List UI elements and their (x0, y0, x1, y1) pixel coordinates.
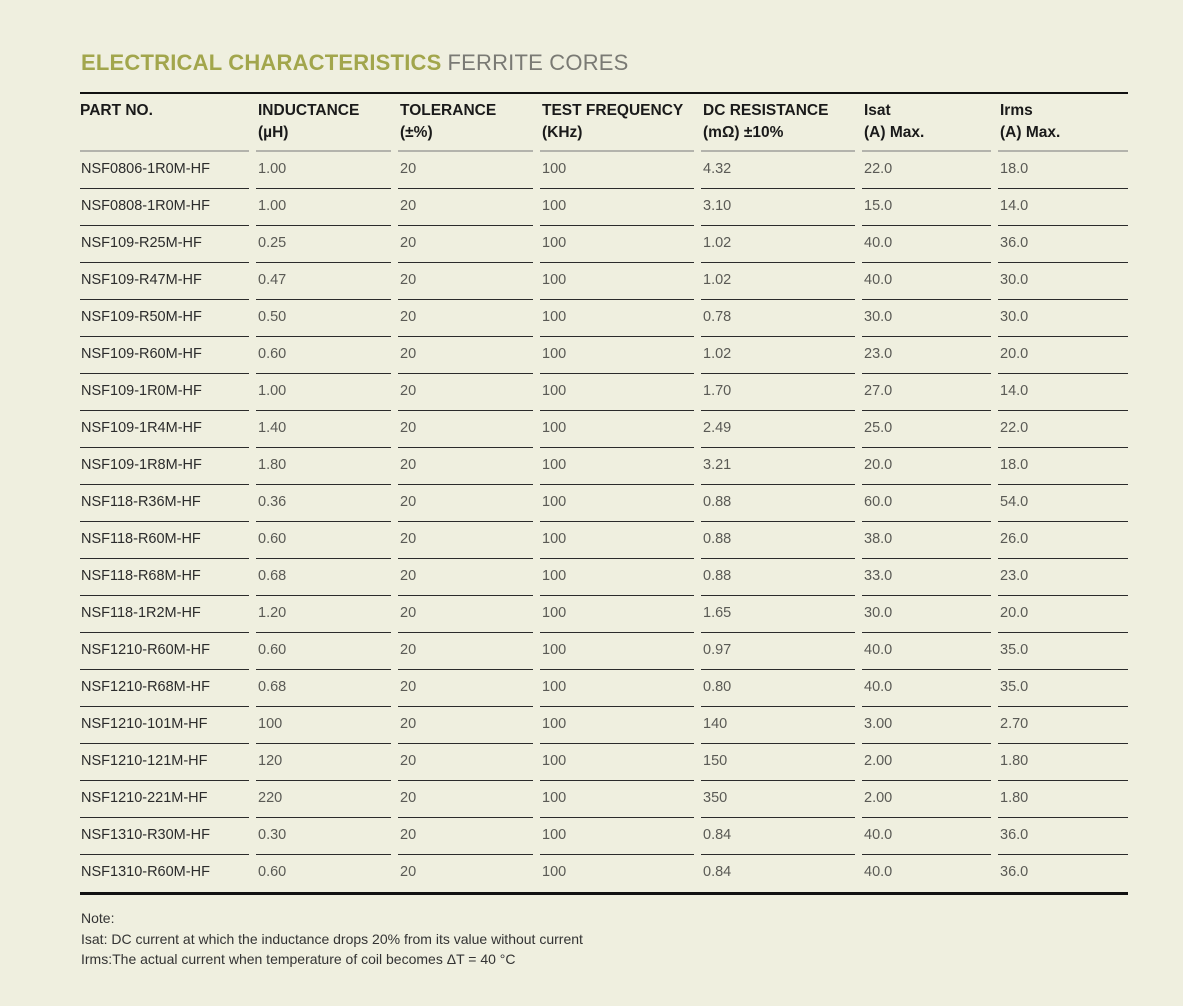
table-row (80, 744, 1128, 781)
table-row (80, 633, 1128, 670)
cell-isat: 40.0 (862, 670, 998, 707)
cell-irms: 22.0 (998, 411, 1128, 448)
cell-tolerance: 20 (398, 744, 540, 781)
cell-test-frequency: 100 (540, 300, 701, 337)
cell-isat: 22.0 (862, 152, 998, 189)
cell-test-frequency: 100 (540, 448, 701, 485)
cell-isat: 40.0 (862, 263, 998, 300)
header-part-no: PART NO. (80, 94, 256, 152)
cell-irms: 14.0 (998, 189, 1128, 226)
table-row (80, 818, 1128, 855)
page-title (81, 50, 629, 76)
cell-inductance: 0.60 (256, 337, 398, 374)
cell-part-no: NSF118-R60M-HF (80, 522, 256, 559)
cell-dc-resistance: 1.02 (701, 226, 862, 263)
cell-tolerance: 20 (398, 189, 540, 226)
cell-part-no: NSF1210-R68M-HF (80, 670, 256, 707)
cell-dc-resistance: 0.88 (701, 485, 862, 522)
header-inductance: INDUCTANCE (µH) (256, 94, 398, 152)
table-body (80, 152, 1128, 892)
cell-test-frequency: 100 (540, 263, 701, 300)
cell-inductance: 120 (256, 744, 398, 781)
cell-irms: 2.70 (998, 707, 1128, 744)
cell-tolerance: 20 (398, 522, 540, 559)
table-row (80, 152, 1128, 189)
cell-part-no: NSF0806-1R0M-HF (80, 152, 256, 189)
cell-test-frequency: 100 (540, 818, 701, 855)
cell-tolerance: 20 (398, 596, 540, 633)
cell-isat: 40.0 (862, 226, 998, 263)
cell-inductance: 0.47 (256, 263, 398, 300)
table-row (80, 485, 1128, 522)
cell-tolerance: 20 (400, 864, 417, 880)
cell-test-frequency: 100 (540, 596, 701, 633)
cell-irms: 18.0 (998, 152, 1128, 189)
cell-inductance: 1.20 (256, 596, 398, 633)
table-row (80, 596, 1128, 633)
cell-part-no: NSF1210-221M-HF (80, 781, 256, 818)
cell-inductance: 0.60 (256, 633, 398, 670)
table-row (80, 855, 1128, 892)
cell-irms: 20.0 (998, 596, 1128, 633)
cell-tolerance: 20 (398, 485, 540, 522)
cell-dc-resistance: 1.65 (701, 596, 862, 633)
cell-test-frequency: 100 (540, 781, 701, 818)
cell-isat: 30.0 (862, 300, 998, 337)
cell-isat: 30.0 (862, 596, 998, 633)
cell-isat: 40.0 (862, 633, 998, 670)
notes-heading: Note: (81, 910, 115, 926)
cell-isat: 20.0 (862, 448, 998, 485)
cell-isat: 2.00 (862, 781, 998, 818)
cell-irms: 30.0 (998, 263, 1128, 300)
cell-inductance: 0.50 (256, 300, 398, 337)
cell-dc-resistance: 0.78 (701, 300, 862, 337)
table-row (80, 226, 1128, 263)
cell-tolerance: 20 (398, 707, 540, 744)
cell-dc-resistance: 2.49 (701, 411, 862, 448)
cell-dc-resistance: 350 (701, 781, 862, 818)
cell-inductance: 0.60 (258, 864, 287, 880)
cell-irms: 14.0 (998, 374, 1128, 411)
cell-part-no: NSF1310-R60M-HF (81, 864, 210, 880)
cell-part-no: NSF109-R50M-HF (80, 300, 256, 337)
header-irms: Irms (A) Max. (998, 94, 1128, 152)
header-isat: Isat (A) Max. (862, 94, 998, 152)
cell-test-frequency: 100 (540, 559, 701, 596)
table-row (80, 670, 1128, 707)
cell-inductance: 1.00 (256, 374, 398, 411)
cell-part-no: NSF118-R68M-HF (80, 559, 256, 596)
header-tolerance: TOLERANCE (±%) (398, 94, 540, 152)
cell-part-no: NSF0808-1R0M-HF (80, 189, 256, 226)
cell-inductance: 100 (256, 707, 398, 744)
cell-part-no: NSF1310-R30M-HF (80, 818, 256, 855)
cell-part-no: NSF118-R36M-HF (80, 485, 256, 522)
cell-isat: 40.0 (864, 864, 893, 880)
table-row (80, 559, 1128, 596)
cell-tolerance: 20 (398, 337, 540, 374)
cell-part-no: NSF109-R47M-HF (80, 263, 256, 300)
title-main: ELECTRICAL CHARACTERISTICS (81, 50, 442, 75)
cell-tolerance: 20 (398, 670, 540, 707)
cell-test-frequency: 100 (540, 707, 701, 744)
electrical-characteristics-table (80, 92, 1128, 895)
cell-dc-resistance: 0.80 (701, 670, 862, 707)
cell-dc-resistance: 0.88 (701, 559, 862, 596)
cell-part-no: NSF118-1R2M-HF (80, 596, 256, 633)
cell-dc-resistance: 0.84 (701, 818, 862, 855)
cell-dc-resistance: 1.70 (701, 374, 862, 411)
cell-inductance: 0.68 (256, 559, 398, 596)
cell-inductance: 1.80 (256, 448, 398, 485)
cell-dc-resistance: 150 (701, 744, 862, 781)
cell-inductance: 0.30 (256, 818, 398, 855)
cell-irms: 30.0 (998, 300, 1128, 337)
cell-part-no: NSF1210-101M-HF (80, 707, 256, 744)
cell-irms: 23.0 (998, 559, 1128, 596)
cell-irms: 1.80 (998, 744, 1128, 781)
cell-tolerance: 20 (398, 633, 540, 670)
cell-isat: 2.00 (862, 744, 998, 781)
cell-part-no: NSF109-1R8M-HF (80, 448, 256, 485)
cell-isat: 15.0 (862, 189, 998, 226)
cell-dc-resistance: 1.02 (701, 263, 862, 300)
cell-irms: 26.0 (998, 522, 1128, 559)
cell-tolerance: 20 (398, 226, 540, 263)
cell-inductance: 0.68 (256, 670, 398, 707)
table-row (80, 337, 1128, 374)
cell-tolerance: 20 (398, 559, 540, 596)
header-test-frequency: TEST FREQUENCY (KHz) (540, 94, 701, 152)
cell-inductance: 1.00 (256, 189, 398, 226)
table-row (80, 522, 1128, 559)
cell-isat: 3.00 (862, 707, 998, 744)
table-row (80, 411, 1128, 448)
table-row (80, 189, 1128, 226)
cell-irms: 35.0 (998, 670, 1128, 707)
cell-part-no: NSF109-R60M-HF (80, 337, 256, 374)
cell-isat: 23.0 (862, 337, 998, 374)
cell-irms: 20.0 (998, 337, 1128, 374)
table-header-row (80, 94, 1128, 152)
cell-inductance: 1.40 (256, 411, 398, 448)
cell-isat: 40.0 (862, 818, 998, 855)
cell-isat: 60.0 (862, 485, 998, 522)
cell-test-frequency: 100 (540, 522, 701, 559)
note-irms: Irms:The actual current when temperature of coil becomes ΔT = 40 °C (81, 951, 516, 967)
cell-dc-resistance: 4.32 (701, 152, 862, 189)
cell-dc-resistance: 0.88 (701, 522, 862, 559)
header-dc-resistance: DC RESISTANCE (mΩ) ±10% (701, 94, 862, 152)
cell-tolerance: 20 (398, 818, 540, 855)
table-row (80, 781, 1128, 818)
cell-test-frequency: 100 (540, 374, 701, 411)
cell-test-frequency: 100 (540, 189, 701, 226)
table-row (80, 448, 1128, 485)
table-row (80, 707, 1128, 744)
cell-test-frequency: 100 (540, 744, 701, 781)
cell-irms: 35.0 (998, 633, 1128, 670)
cell-irms: 54.0 (998, 485, 1128, 522)
cell-tolerance: 20 (398, 152, 540, 189)
cell-dc-resistance: 3.10 (701, 189, 862, 226)
cell-irms: 36.0 (998, 818, 1128, 855)
cell-isat: 25.0 (862, 411, 998, 448)
cell-inductance: 220 (256, 781, 398, 818)
cell-irms: 1.80 (998, 781, 1128, 818)
title-sub: FERRITE CORES (447, 50, 629, 75)
cell-dc-resistance: 3.21 (701, 448, 862, 485)
cell-part-no: NSF1210-121M-HF (80, 744, 256, 781)
cell-dc-resistance: 140 (701, 707, 862, 744)
cell-isat: 33.0 (862, 559, 998, 596)
cell-isat: 27.0 (862, 374, 998, 411)
cell-isat: 38.0 (862, 522, 998, 559)
cell-test-frequency: 100 (540, 152, 701, 189)
cell-inductance: 0.25 (256, 226, 398, 263)
cell-dc-resistance: 0.84 (703, 864, 732, 880)
cell-part-no: NSF109-1R4M-HF (80, 411, 256, 448)
cell-inductance: 1.00 (256, 152, 398, 189)
cell-tolerance: 20 (398, 411, 540, 448)
cell-irms: 36.0 (1000, 864, 1029, 880)
cell-test-frequency: 100 (540, 411, 701, 448)
cell-test-frequency: 100 (540, 670, 701, 707)
cell-test-frequency: 100 (540, 226, 701, 263)
cell-tolerance: 20 (398, 300, 540, 337)
note-isat: Isat: DC current at which the inductance drops 20% from its value without current (81, 930, 583, 947)
cell-part-no: NSF109-R25M-HF (80, 226, 256, 263)
cell-inductance: 0.60 (256, 522, 398, 559)
cell-test-frequency: 100 (540, 633, 701, 670)
cell-tolerance: 20 (398, 374, 540, 411)
table-row (80, 374, 1128, 411)
cell-test-frequency: 100 (540, 337, 701, 374)
cell-irms: 36.0 (998, 226, 1128, 263)
cell-tolerance: 20 (398, 781, 540, 818)
cell-tolerance: 20 (398, 263, 540, 300)
cell-dc-resistance: 0.97 (701, 633, 862, 670)
cell-part-no: NSF1210-R60M-HF (80, 633, 256, 670)
cell-dc-resistance: 1.02 (701, 337, 862, 374)
notes (81, 908, 583, 970)
cell-test-frequency: 100 (540, 485, 701, 522)
cell-tolerance: 20 (398, 448, 540, 485)
cell-inductance: 0.36 (256, 485, 398, 522)
cell-test-frequency: 100 (542, 864, 567, 880)
cell-irms: 18.0 (998, 448, 1128, 485)
cell-part-no: NSF109-1R0M-HF (80, 374, 256, 411)
table-row (80, 300, 1128, 337)
table-row (80, 263, 1128, 300)
